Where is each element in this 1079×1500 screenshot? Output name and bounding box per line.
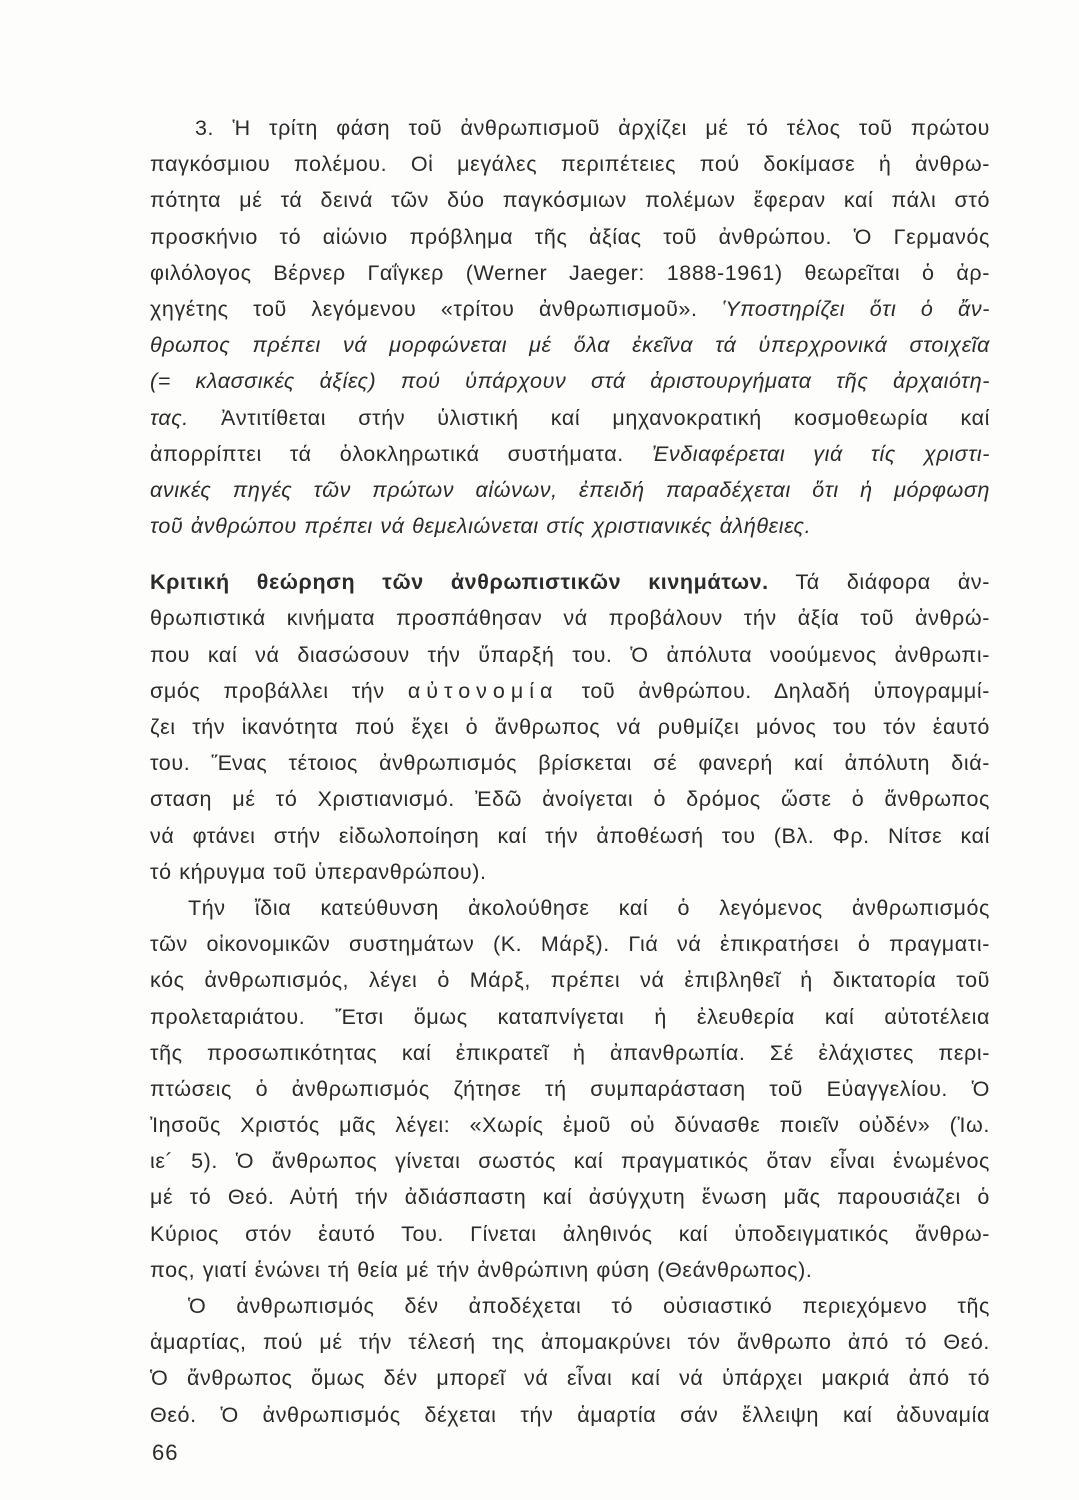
text-line: θρωπιστικά κινήματα προσπάθησαν νά προβάλουν τήν ἀξία τοῦ ἀνθρώ-	[150, 606, 990, 631]
section-heading: Κριτική θεώρηση τῶν ἀνθρωπιστικῶν κινημάτων.	[150, 570, 769, 595]
page-number: 66	[152, 1440, 179, 1465]
text-line: πότητα μέ τά δεινά τῶν δύο παγκόσμιων πολέμων ἔφεραν καί πάλι στό	[150, 188, 990, 213]
text-line	[150, 673, 990, 709]
text-segment: ἀπορρίπτει τά ὁλοκληρωτικά συστήματα.	[150, 441, 652, 466]
text-line: τοῦ ἀνθρώπου πρέπει νά θεμελιώνεται στίς χριστιανικές ἀλήθειες.	[150, 514, 812, 539]
text-line	[150, 400, 990, 436]
text-line	[150, 291, 990, 327]
text-line: ἁμαρτίας, πού μέ τήν τέλεσή της ἀπομακρύνει τόν ἄνθρωπο ἀπό τό Θεό.	[150, 1330, 990, 1355]
text-segment: Ἀντιτίθεται στήν ὑλιστική καί μηχανοκρατική κοσμοθεωρία καί	[188, 405, 990, 430]
text-line: παγκόσμιου πολέμου. Οἱ μεγάλες περιπέτειες πού δοκίμασε ἡ ἀνθρω-	[150, 152, 990, 177]
paragraph-gap	[150, 544, 990, 564]
text-line: τῶν οἰκονομικῶν συστημάτων (Κ. Μάρξ). Γιά νά ἐπικρατήσει ὁ πραγματι-	[150, 932, 990, 957]
text-segment: χηγέτης τοῦ λεγόμενου «τρίτου ἀνθρωπισμοῦ».	[150, 296, 723, 321]
body-text	[150, 110, 990, 1433]
text-line: προλεταριάτου. Ἔτσι ὅμως καταπνίγεται ἡ ἐλευθερία καί αὐτοτέλεια	[150, 1004, 990, 1029]
text-line: του. Ἕνας τέτοιος ἀνθρωπισμός βρίσκεται σέ φανερή καί ἀπόλυτη διά-	[150, 751, 990, 776]
text-line: τό κήρυγμα τοῦ ὑπερανθρώπου).	[150, 859, 487, 884]
text-line: πος, γιατί ἑνώνει τή θεία μέ τήν ἀνθρώπινη φύση (Θεάνθρωπος).	[150, 1257, 813, 1282]
text-line: πτώσεις ὁ ἀνθρωπισμός ζήτησε τή συμπαράσταση τοῦ Εὐαγγελίου. Ὁ	[150, 1076, 990, 1101]
text-line: Θεό. Ὁ ἀνθρωπισμός δέχεται τήν ἁμαρτία σάν ἔλλειψη καί ἀδυναμία	[150, 1402, 990, 1427]
text-line: μέ τό Θεό. Αὐτή τήν ἀδιάσπαστη καί ἀσύγχυτη ἕνωση μᾶς παρουσιάζει ὁ	[150, 1185, 990, 1210]
italic-segment: τας.	[150, 405, 189, 430]
text-line: Ἰησοῦς Χριστός μᾶς λέγει: «Χωρίς ἐμοῦ οὐ δύνασθε ποιεῖν οὐδέν» (Ἰω.	[150, 1113, 990, 1138]
text-line: φιλόλογος Βέρνερ Γαΐγκερ (Werner Jaeger: 1888-1961) θεωρεῖται ὁ ἀρ-	[150, 260, 990, 285]
italic-segment: Ἐνδιαφέρεται γιά τίς χριστι-	[651, 441, 990, 466]
text-line	[150, 564, 990, 600]
text-line: ανικές πηγές τῶν πρώτων αἰώνων, ἐπειδή παραδέχεται ὅτι ἡ μόρφωση	[150, 477, 990, 502]
text-line: σταση μέ τό Χριστιανισμό. Ἐδῶ ἀνοίγεται ὁ δρόμος ὥστε ὁ ἄνθρωπος	[150, 787, 990, 812]
spaced-emphasis: αὐτονομία	[407, 678, 559, 703]
text-line: Τήν ἴδια κατεύθυνση ἀκολούθησε καί ὁ λεγόμενος ἀνθρωπισμός	[188, 895, 990, 920]
text-line: 3. Ἡ τρίτη φάση τοῦ ἀνθρωπισμοῦ ἀρχίζει μέ τό τέλος τοῦ πρώτου	[195, 116, 990, 140]
italic-segment: Ὑποστηρίζει ὅτι ὁ ἄν-	[722, 296, 990, 321]
text-segment: Τά διάφορα ἀν-	[768, 570, 990, 595]
text-line: προσκήνιο τό αἰώνιο πρόβλημα τῆς ἀξίας τοῦ ἀνθρώπου. Ὁ Γερμανός	[150, 224, 990, 249]
text-line: ιε´ 5). Ὁ ἄνθρωπος γίνεται σωστός καί πραγματικός ὅταν εἶναι ἑνωμένος	[150, 1149, 990, 1174]
text-segment: τοῦ ἀνθρώπου. Δηλαδή ὑπογραμμί-	[558, 678, 990, 703]
text-line: θρωπος πρέπει νά μορφώνεται μέ ὅλα ἐκεῖνα τά ὑπερχρονικά στοιχεῖα	[150, 333, 990, 358]
text-line: τῆς προσωπικότητας καί ἐπικρατεῖ ἡ ἀπανθρωπία. Σέ ἐλάχιστες περι-	[150, 1040, 990, 1065]
text-line: Ὁ ἄνθρωπος ὅμως δέν μπορεῖ νά εἶναι καί νά ὑπάρχει μακριά ἀπό τό	[150, 1366, 990, 1391]
text-line: κός ἀνθρωπισμός, λέγει ὁ Μάρξ, πρέπει νά ἐπιβληθεῖ ἡ δικτατορία τοῦ	[150, 968, 990, 993]
text-line: Κύριος στόν ἑαυτό Του. Γίνεται ἀληθινός καί ὑποδειγματικός ἄνθρω-	[150, 1221, 990, 1246]
text-line: (= κλασσικές ἀξίες) πού ὑπάρχουν στά ἀριστουργήματα τῆς ἀρχαιότη-	[150, 369, 990, 394]
text-line	[150, 436, 990, 472]
text-line: νά φτάνει στήν εἰδωλοποίηση καί τήν ἀποθέωσή του (Βλ. Φρ. Νίτσε καί	[150, 823, 990, 848]
text-line: που καί νά διασώσουν τήν ὕπαρξή του. Ὁ ἀπόλυτα νοούμενος ἀνθρωπι-	[150, 642, 990, 667]
text-segment: σμός προβάλλει τήν	[150, 678, 408, 703]
text-line: Ὁ ἀνθρωπισμός δέν ἀποδέχεται τό οὐσιαστικό περιεχόμενο τῆς	[188, 1294, 990, 1318]
text-line: ζει τήν ἱκανότητα πού ἔχει ὁ ἄνθρωπος νά ρυθμίζει μόνος του τόν ἑαυτό	[150, 715, 990, 739]
